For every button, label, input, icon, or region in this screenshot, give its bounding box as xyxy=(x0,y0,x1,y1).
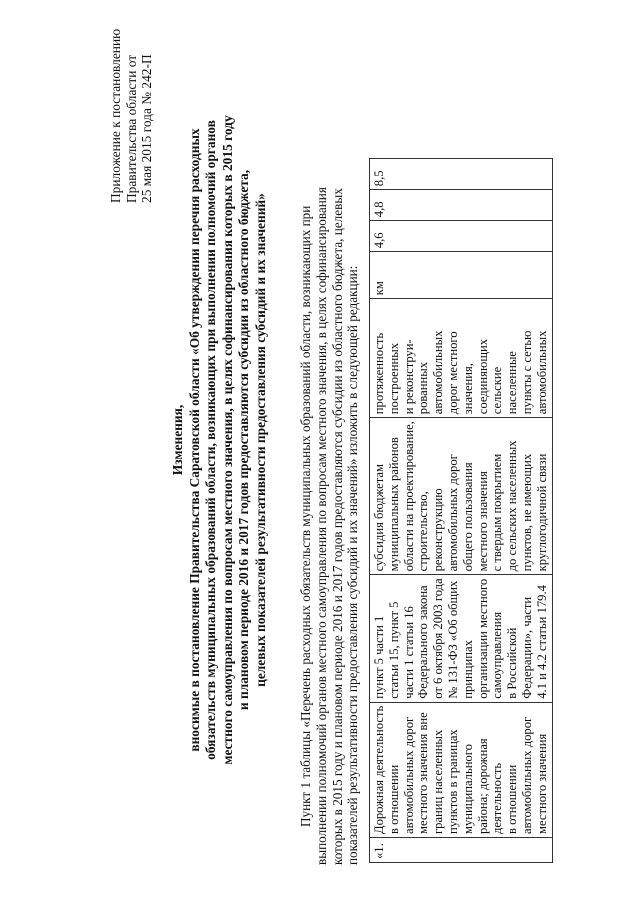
cell-line: местного значения xyxy=(534,733,549,834)
cell-line: самоуправления xyxy=(490,611,505,699)
cell-line: принципах xyxy=(460,640,475,699)
value-2016-cell: 4,8 xyxy=(370,190,553,221)
cell-line: пункты с сетью xyxy=(519,330,534,415)
cell-line: границ населенных xyxy=(431,729,446,834)
heading-line: вносимые в постановление Правительства Саратовской области «Об утверждении перечня расходных xyxy=(186,128,202,752)
row-number-cell: «1. xyxy=(370,838,553,863)
cell-line: сельские xyxy=(490,366,505,415)
cell-line: от 6 октября 2003 года xyxy=(431,578,446,699)
paragraph-line: которых в 2015 году и плановом периоде 2016 и 2017 годов предоставляются субсидии из областного бюджета, целевых xyxy=(329,188,345,865)
cell-line: строительство, xyxy=(416,491,431,572)
legal-basis-cell xyxy=(370,575,553,702)
document-heading xyxy=(170,10,269,870)
heading-line: местного самоуправления по вопросам местного значения, в целях софинансирования которых в 2015 году xyxy=(219,115,235,765)
cell-line: Дорожная деятельность xyxy=(372,705,386,834)
cell-line: статьи 15, пункт 5 xyxy=(386,601,401,699)
cell-line: Федерального закона xyxy=(416,585,431,699)
cell-line: автомобильных дорог xyxy=(401,716,416,834)
paragraph-line: показателей результативности предоставления субсидий и их значений» изложить в следующей редакции: xyxy=(345,265,361,865)
appendix-line: Правительства области от xyxy=(123,54,139,203)
value-2017-cell: 8,5 xyxy=(370,159,553,190)
cell-line: круглогодичной связи xyxy=(534,453,549,572)
table-row xyxy=(370,159,553,863)
obligations-table xyxy=(369,158,553,863)
unit-cell: км xyxy=(370,252,553,299)
heading-line: и плановом периоде 2016 и 2017 годов предоставляются субсидии из областного бюджета, xyxy=(236,169,251,711)
cell-line: населенные xyxy=(505,351,520,415)
cell-line: организации местного xyxy=(475,578,490,699)
cell-line: построенных xyxy=(386,343,401,415)
cell-line: муниципальных районов xyxy=(386,437,401,572)
paragraph-line: выполнении полномочий органов местного самоуправления по вопросам местного значения, в целях софинансирования xyxy=(313,187,329,865)
heading-line: Изменения, xyxy=(170,404,185,476)
cell-line: рованных xyxy=(416,361,431,415)
cell-line: района; дорожная xyxy=(475,738,490,834)
appendix-line: Приложение к постановлению xyxy=(108,28,123,203)
cell-line: деятельность xyxy=(490,762,505,834)
cell-line: протяженность xyxy=(372,332,386,415)
cell-line: автомобильных xyxy=(431,330,446,415)
cell-line: автомобильных дорог xyxy=(445,454,460,572)
appendix-line: 25 мая 2015 года № 242-П xyxy=(139,54,154,203)
cell-line: пунктов, не имеющих xyxy=(519,453,534,572)
cell-line: дорог местного xyxy=(445,331,460,415)
subsidy-cell xyxy=(370,418,553,575)
cell-line: реконструкцию xyxy=(431,488,446,572)
cell-line: местного значения вне xyxy=(416,712,431,834)
body-paragraph xyxy=(298,5,361,865)
cell-line: 4.1 и 4.2 статьи 179.4 xyxy=(534,585,549,699)
cell-line: в Российской xyxy=(505,627,520,699)
paragraph-line: Пункт 1 таблицы «Перечень расходных обязательств муниципальных образований области, возникающих при xyxy=(298,205,313,827)
cell-line: общего пользования xyxy=(460,462,475,572)
appendix-note xyxy=(108,13,155,203)
value-2015-cell: 4,6 xyxy=(370,221,553,252)
cell-line: части 1 статьи 16 xyxy=(401,606,416,699)
cell-line: местного значения xyxy=(475,471,490,572)
cell-line: в отношении xyxy=(505,764,520,834)
cell-line: № 131-ФЗ «Об общих xyxy=(445,580,460,699)
cell-line: автомобильных дорог xyxy=(519,716,534,834)
cell-line: и реконструи- xyxy=(401,339,416,415)
cell-line: автомобильных xyxy=(534,330,549,415)
cell-line: субсидия бюджетам xyxy=(372,464,386,572)
heading-line: целевых показателей результативности предоставления субсидий и их значений» xyxy=(252,193,268,687)
cell-line: Федерации», части xyxy=(519,596,534,699)
heading-line: обязательств муниципальных образований области, возникающих при выполнении полномочий органов xyxy=(203,120,218,760)
cell-line: в отношении xyxy=(386,764,401,834)
cell-line: области на проектирование, xyxy=(401,421,416,572)
cell-line: до сельских населенных xyxy=(505,440,520,572)
cell-line: муниципального xyxy=(460,744,475,834)
obligation-cell xyxy=(370,702,553,837)
cell-line: с твердым покрытием xyxy=(490,453,505,572)
cell-line: пунктов в границах xyxy=(445,729,460,834)
indicator-cell xyxy=(370,299,553,418)
cell-line: пункт 5 части 1 xyxy=(372,615,386,699)
cell-line: значения, xyxy=(460,363,475,415)
cell-line: соединяющих xyxy=(475,338,490,415)
